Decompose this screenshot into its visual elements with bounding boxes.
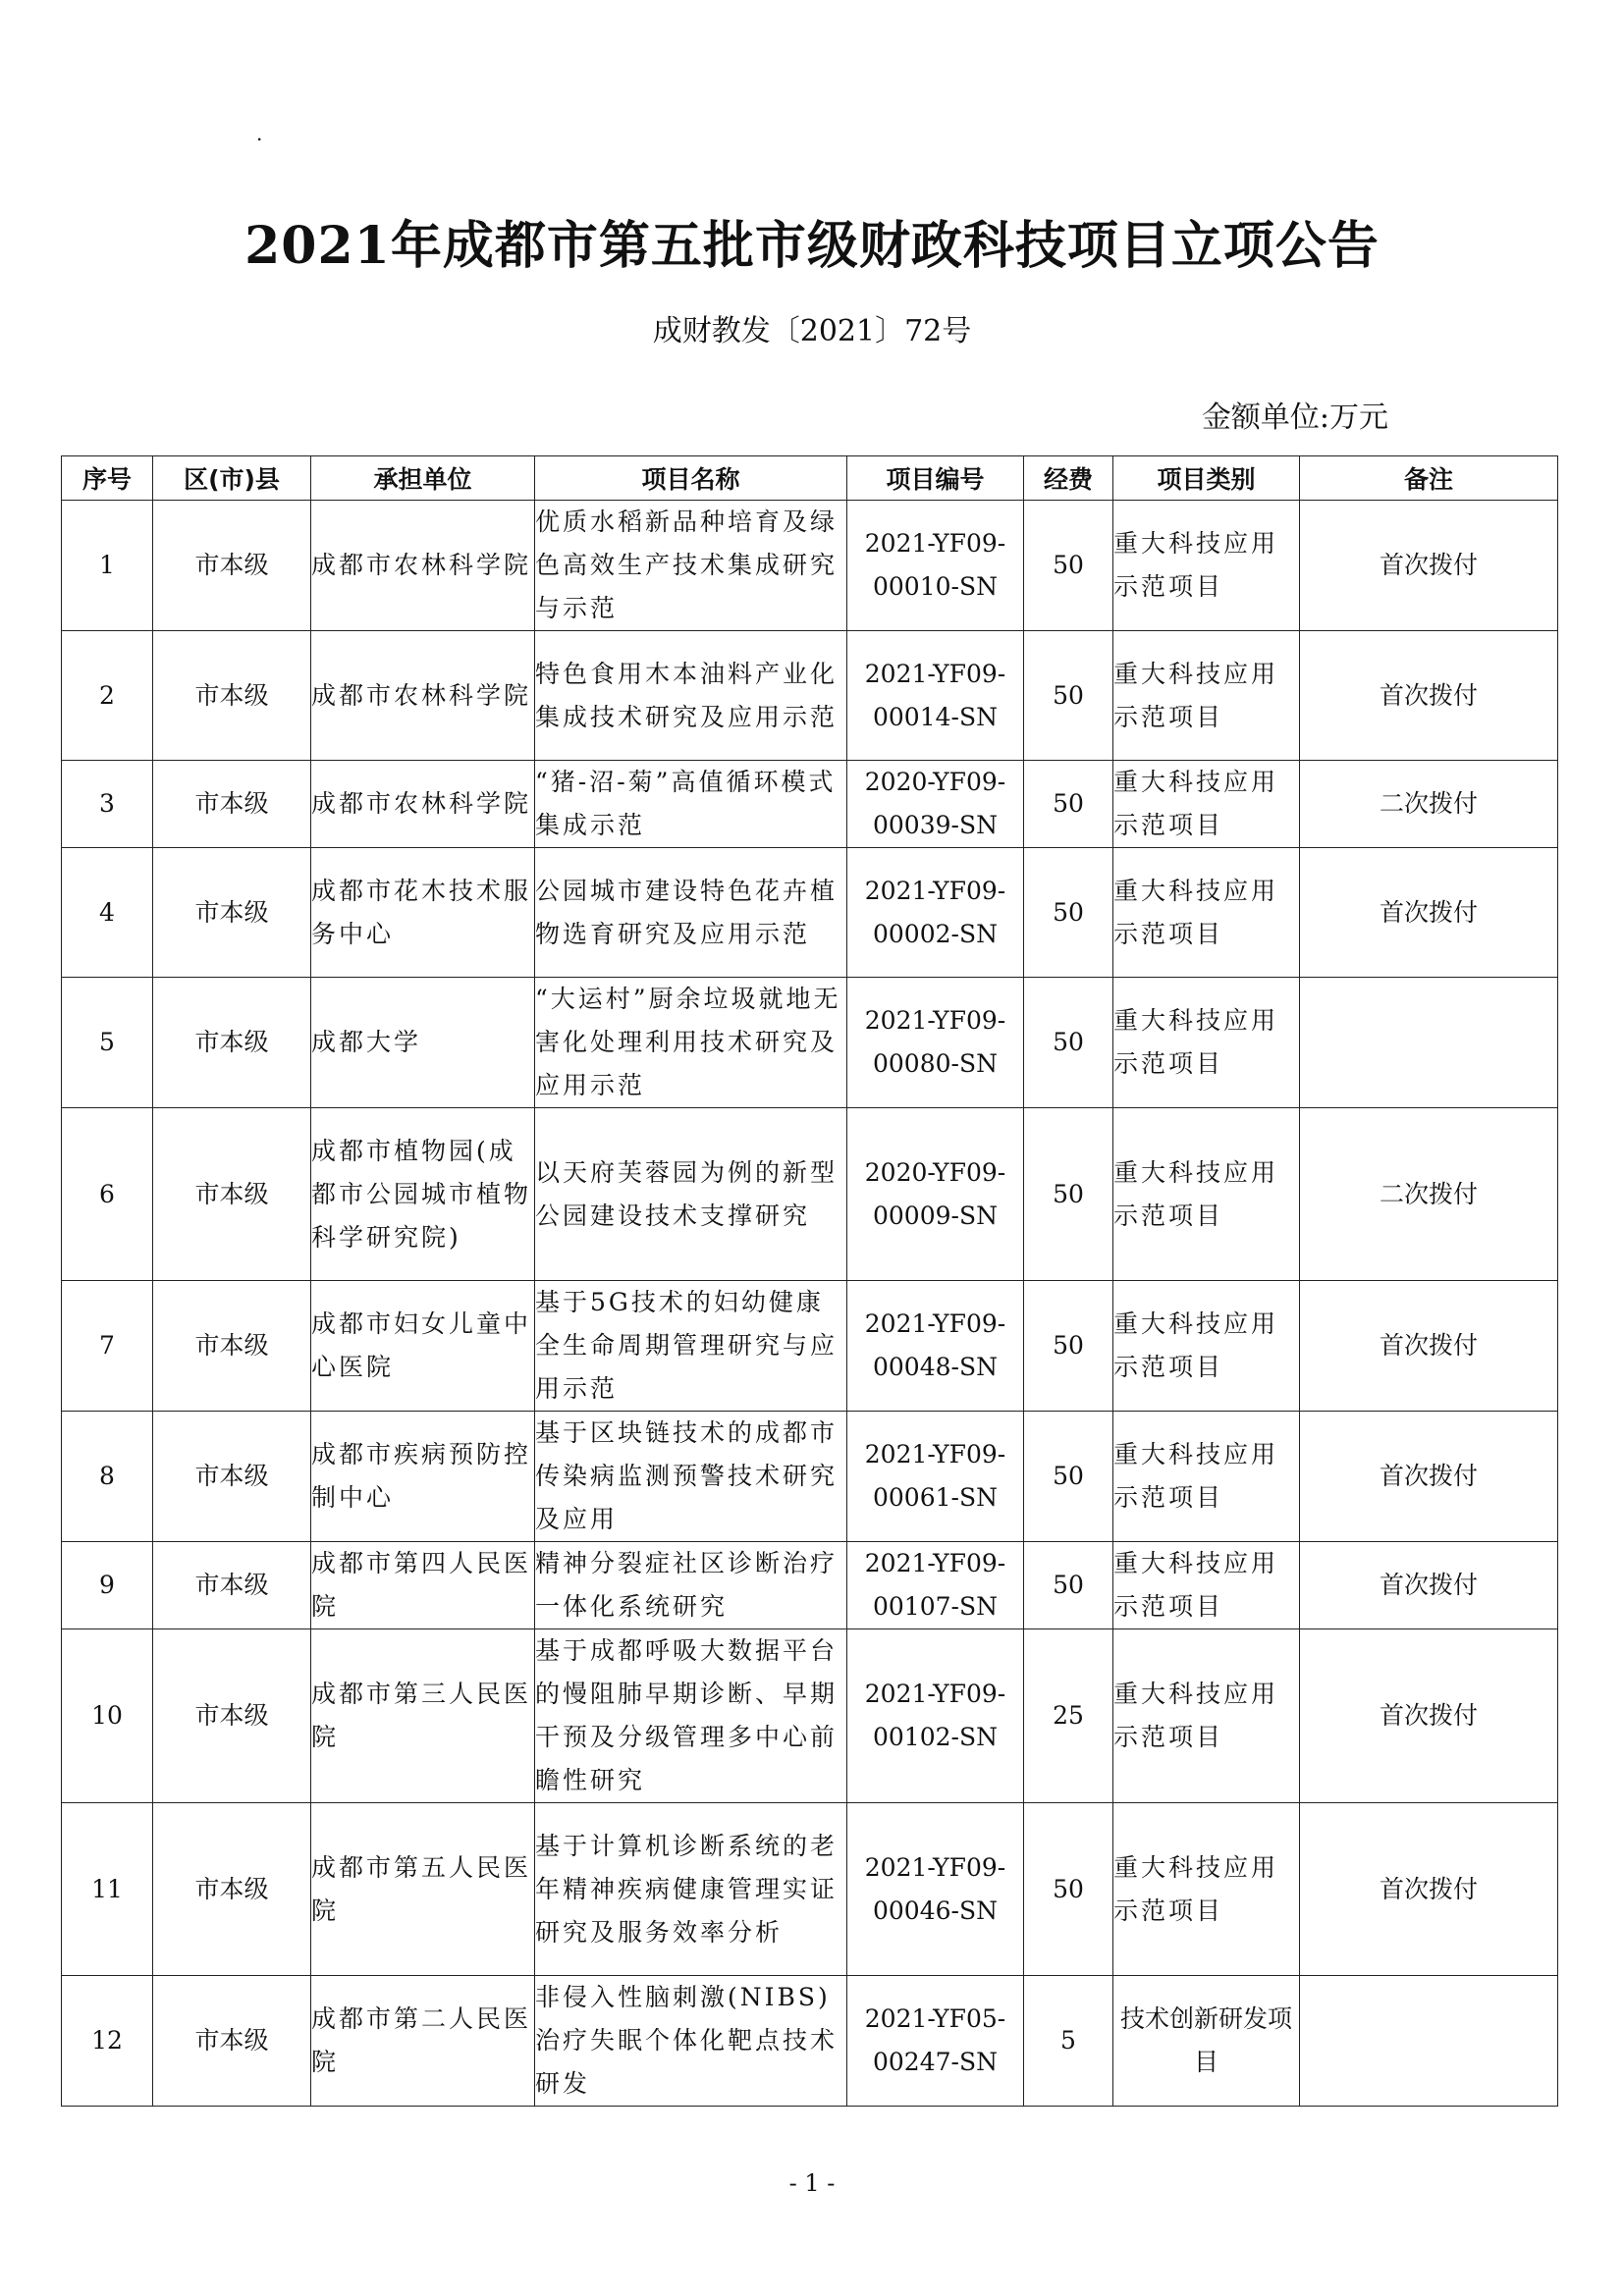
cell-note	[1300, 978, 1558, 1108]
cell-funds: 50	[1024, 978, 1113, 1108]
cell-unit: 成都市疾病预防控制中心	[311, 1412, 535, 1542]
cell-unit: 成都市植物园(成都市公园城市植物科学研究院)	[311, 1108, 535, 1281]
table-row	[62, 978, 1558, 1108]
cell-unit: 成都市农林科学院	[311, 761, 535, 848]
cell-category: 重大科技应用示范项目	[1113, 1281, 1300, 1412]
cell-project-code: 2021-YF09-00107-SN	[847, 1542, 1024, 1629]
table-row	[62, 1108, 1558, 1281]
cell-project-name: 公园城市建设特色花卉植物选育研究及应用示范	[535, 848, 847, 978]
cell-project-code: 2021-YF09-00014-SN	[847, 631, 1024, 761]
cell-unit: 成都市花木技术服务中心	[311, 848, 535, 978]
cell-no: 11	[62, 1803, 153, 1976]
cell-district: 市本级	[153, 1108, 311, 1281]
cell-note: 首次拨付	[1300, 1803, 1558, 1976]
cell-project-name: 基于区块链技术的成都市传染病监测预警技术研究及应用	[535, 1412, 847, 1542]
cell-category: 重大科技应用示范项目	[1113, 978, 1300, 1108]
cell-district: 市本级	[153, 1976, 311, 2107]
cell-no: 1	[62, 501, 153, 631]
page-title: 2021年成都市第五批市级财政科技项目立项公告	[244, 216, 1380, 276]
table-row	[62, 1281, 1558, 1412]
cell-category: 重大科技应用示范项目	[1113, 1412, 1300, 1542]
cell-funds: 50	[1024, 501, 1113, 631]
cell-note: 首次拨付	[1300, 1542, 1558, 1629]
cell-project-code: 2021-YF09-00046-SN	[847, 1803, 1024, 1976]
cell-funds: 5	[1024, 1976, 1113, 2107]
cell-note: 首次拨付	[1300, 848, 1558, 978]
cell-district: 市本级	[153, 1803, 311, 1976]
header-funds: 经费	[1024, 456, 1113, 501]
table-row	[62, 501, 1558, 631]
cell-project-name: 以天府芙蓉园为例的新型公园建设技术支撑研究	[535, 1108, 847, 1281]
table-header-row	[62, 456, 1558, 501]
cell-project-name: 特色食用木本油料产业化集成技术研究及应用示范	[535, 631, 847, 761]
cell-note: 首次拨付	[1300, 1281, 1558, 1412]
cell-project-code: 2021-YF05-00247-SN	[847, 1976, 1024, 2107]
cell-no: 4	[62, 848, 153, 978]
cell-district: 市本级	[153, 761, 311, 848]
cell-funds: 50	[1024, 1542, 1113, 1629]
cell-project-code: 2021-YF09-00080-SN	[847, 978, 1024, 1108]
cell-unit: 成都市第五人民医院	[311, 1803, 535, 1976]
cell-project-code: 2020-YF09-00009-SN	[847, 1108, 1024, 1281]
cell-no: 5	[62, 978, 153, 1108]
cell-district: 市本级	[153, 978, 311, 1108]
cell-unit: 成都市第三人民医院	[311, 1629, 535, 1803]
cell-project-name: 基于计算机诊断系统的老年精神疾病健康管理实证研究及服务效率分析	[535, 1803, 847, 1976]
cell-no: 6	[62, 1108, 153, 1281]
cell-category: 重大科技应用示范项目	[1113, 761, 1300, 848]
header-category: 项目类别	[1113, 456, 1300, 501]
header-no: 序号	[62, 456, 153, 501]
cell-project-code: 2020-YF09-00039-SN	[847, 761, 1024, 848]
cell-district: 市本级	[153, 1542, 311, 1629]
table-row	[62, 1976, 1558, 2107]
cell-district: 市本级	[153, 1281, 311, 1412]
page-number: - 1 -	[788, 2169, 836, 2197]
cell-project-code: 2021-YF09-00048-SN	[847, 1281, 1024, 1412]
cell-project-code: 2021-YF09-00002-SN	[847, 848, 1024, 978]
cell-district: 市本级	[153, 631, 311, 761]
project-table	[61, 455, 1558, 2107]
cell-unit: 成都市农林科学院	[311, 631, 535, 761]
cell-funds: 50	[1024, 1803, 1113, 1976]
cell-no: 12	[62, 1976, 153, 2107]
cell-category: 重大科技应用示范项目	[1113, 631, 1300, 761]
table-row	[62, 848, 1558, 978]
cell-note: 二次拨付	[1300, 761, 1558, 848]
table-row	[62, 1542, 1558, 1629]
cell-note: 首次拨付	[1300, 1629, 1558, 1803]
table-row	[62, 1629, 1558, 1803]
cell-category: 重大科技应用示范项目	[1113, 501, 1300, 631]
cell-category: 重大科技应用示范项目	[1113, 848, 1300, 978]
cell-no: 10	[62, 1629, 153, 1803]
cell-project-code: 2021-YF09-00010-SN	[847, 501, 1024, 631]
cell-unit: 成都市农林科学院	[311, 501, 535, 631]
cell-project-code: 2021-YF09-00061-SN	[847, 1412, 1024, 1542]
header-district: 区(市)县	[153, 456, 311, 501]
cell-category: 重大科技应用示范项目	[1113, 1542, 1300, 1629]
cell-project-name: 精神分裂症社区诊断治疗一体化系统研究	[535, 1542, 847, 1629]
cell-project-name: “大运村”厨余垃圾就地无害化处理利用技术研究及应用示范	[535, 978, 847, 1108]
cell-district: 市本级	[153, 1412, 311, 1542]
cell-unit: 成都市妇女儿童中心医院	[311, 1281, 535, 1412]
table-row	[62, 761, 1558, 848]
table-row	[62, 631, 1558, 761]
cell-no: 2	[62, 631, 153, 761]
cell-district: 市本级	[153, 1629, 311, 1803]
cell-no: 9	[62, 1542, 153, 1629]
header-project-code: 项目编号	[847, 456, 1024, 501]
cell-note: 首次拨付	[1300, 631, 1558, 761]
amount-unit: 金额单位:万元	[1201, 400, 1388, 435]
cell-funds: 50	[1024, 1281, 1113, 1412]
cell-no: 8	[62, 1412, 153, 1542]
table-row	[62, 1803, 1558, 1976]
table-row	[62, 1412, 1558, 1542]
cell-category: 重大科技应用示范项目	[1113, 1803, 1300, 1976]
cell-category: 重大科技应用示范项目	[1113, 1629, 1300, 1803]
cell-district: 市本级	[153, 501, 311, 631]
cell-project-name: 基于成都呼吸大数据平台的慢阻肺早期诊断、早期干预及分级管理多中心前瞻性研究	[535, 1629, 847, 1803]
cell-note: 首次拨付	[1300, 1412, 1558, 1542]
cell-no: 7	[62, 1281, 153, 1412]
cell-district: 市本级	[153, 848, 311, 978]
document-number: 成财教发〔2021〕72号	[652, 314, 972, 348]
cell-category: 重大科技应用示范项目	[1113, 1108, 1300, 1281]
cell-project-name: 优质水稻新品种培育及绿色高效生产技术集成研究与示范	[535, 501, 847, 631]
cell-unit: 成都市第二人民医院	[311, 1976, 535, 2107]
header-note: 备注	[1300, 456, 1558, 501]
header-project-name: 项目名称	[535, 456, 847, 501]
cell-funds: 25	[1024, 1629, 1113, 1803]
cell-project-name: “猪-沼-菊”高值循环模式集成示范	[535, 761, 847, 848]
cell-funds: 50	[1024, 1412, 1113, 1542]
cell-project-code: 2021-YF09-00102-SN	[847, 1629, 1024, 1803]
cell-project-name: 基于5G技术的妇幼健康全生命周期管理研究与应用示范	[535, 1281, 847, 1412]
cell-unit: 成都市第四人民医院	[311, 1542, 535, 1629]
cell-note	[1300, 1976, 1558, 2107]
cell-funds: 50	[1024, 848, 1113, 978]
cell-unit: 成都大学	[311, 978, 535, 1108]
cell-note: 首次拨付	[1300, 501, 1558, 631]
cell-project-name: 非侵入性脑刺激(NIBS)治疗失眠个体化靶点技术研发	[535, 1976, 847, 2107]
cell-funds: 50	[1024, 761, 1113, 848]
page-mark: .	[256, 122, 263, 145]
cell-note: 二次拨付	[1300, 1108, 1558, 1281]
cell-funds: 50	[1024, 1108, 1113, 1281]
cell-funds: 50	[1024, 631, 1113, 761]
cell-category: 技术创新研发项目	[1113, 1976, 1300, 2107]
cell-no: 3	[62, 761, 153, 848]
header-unit: 承担单位	[311, 456, 535, 501]
